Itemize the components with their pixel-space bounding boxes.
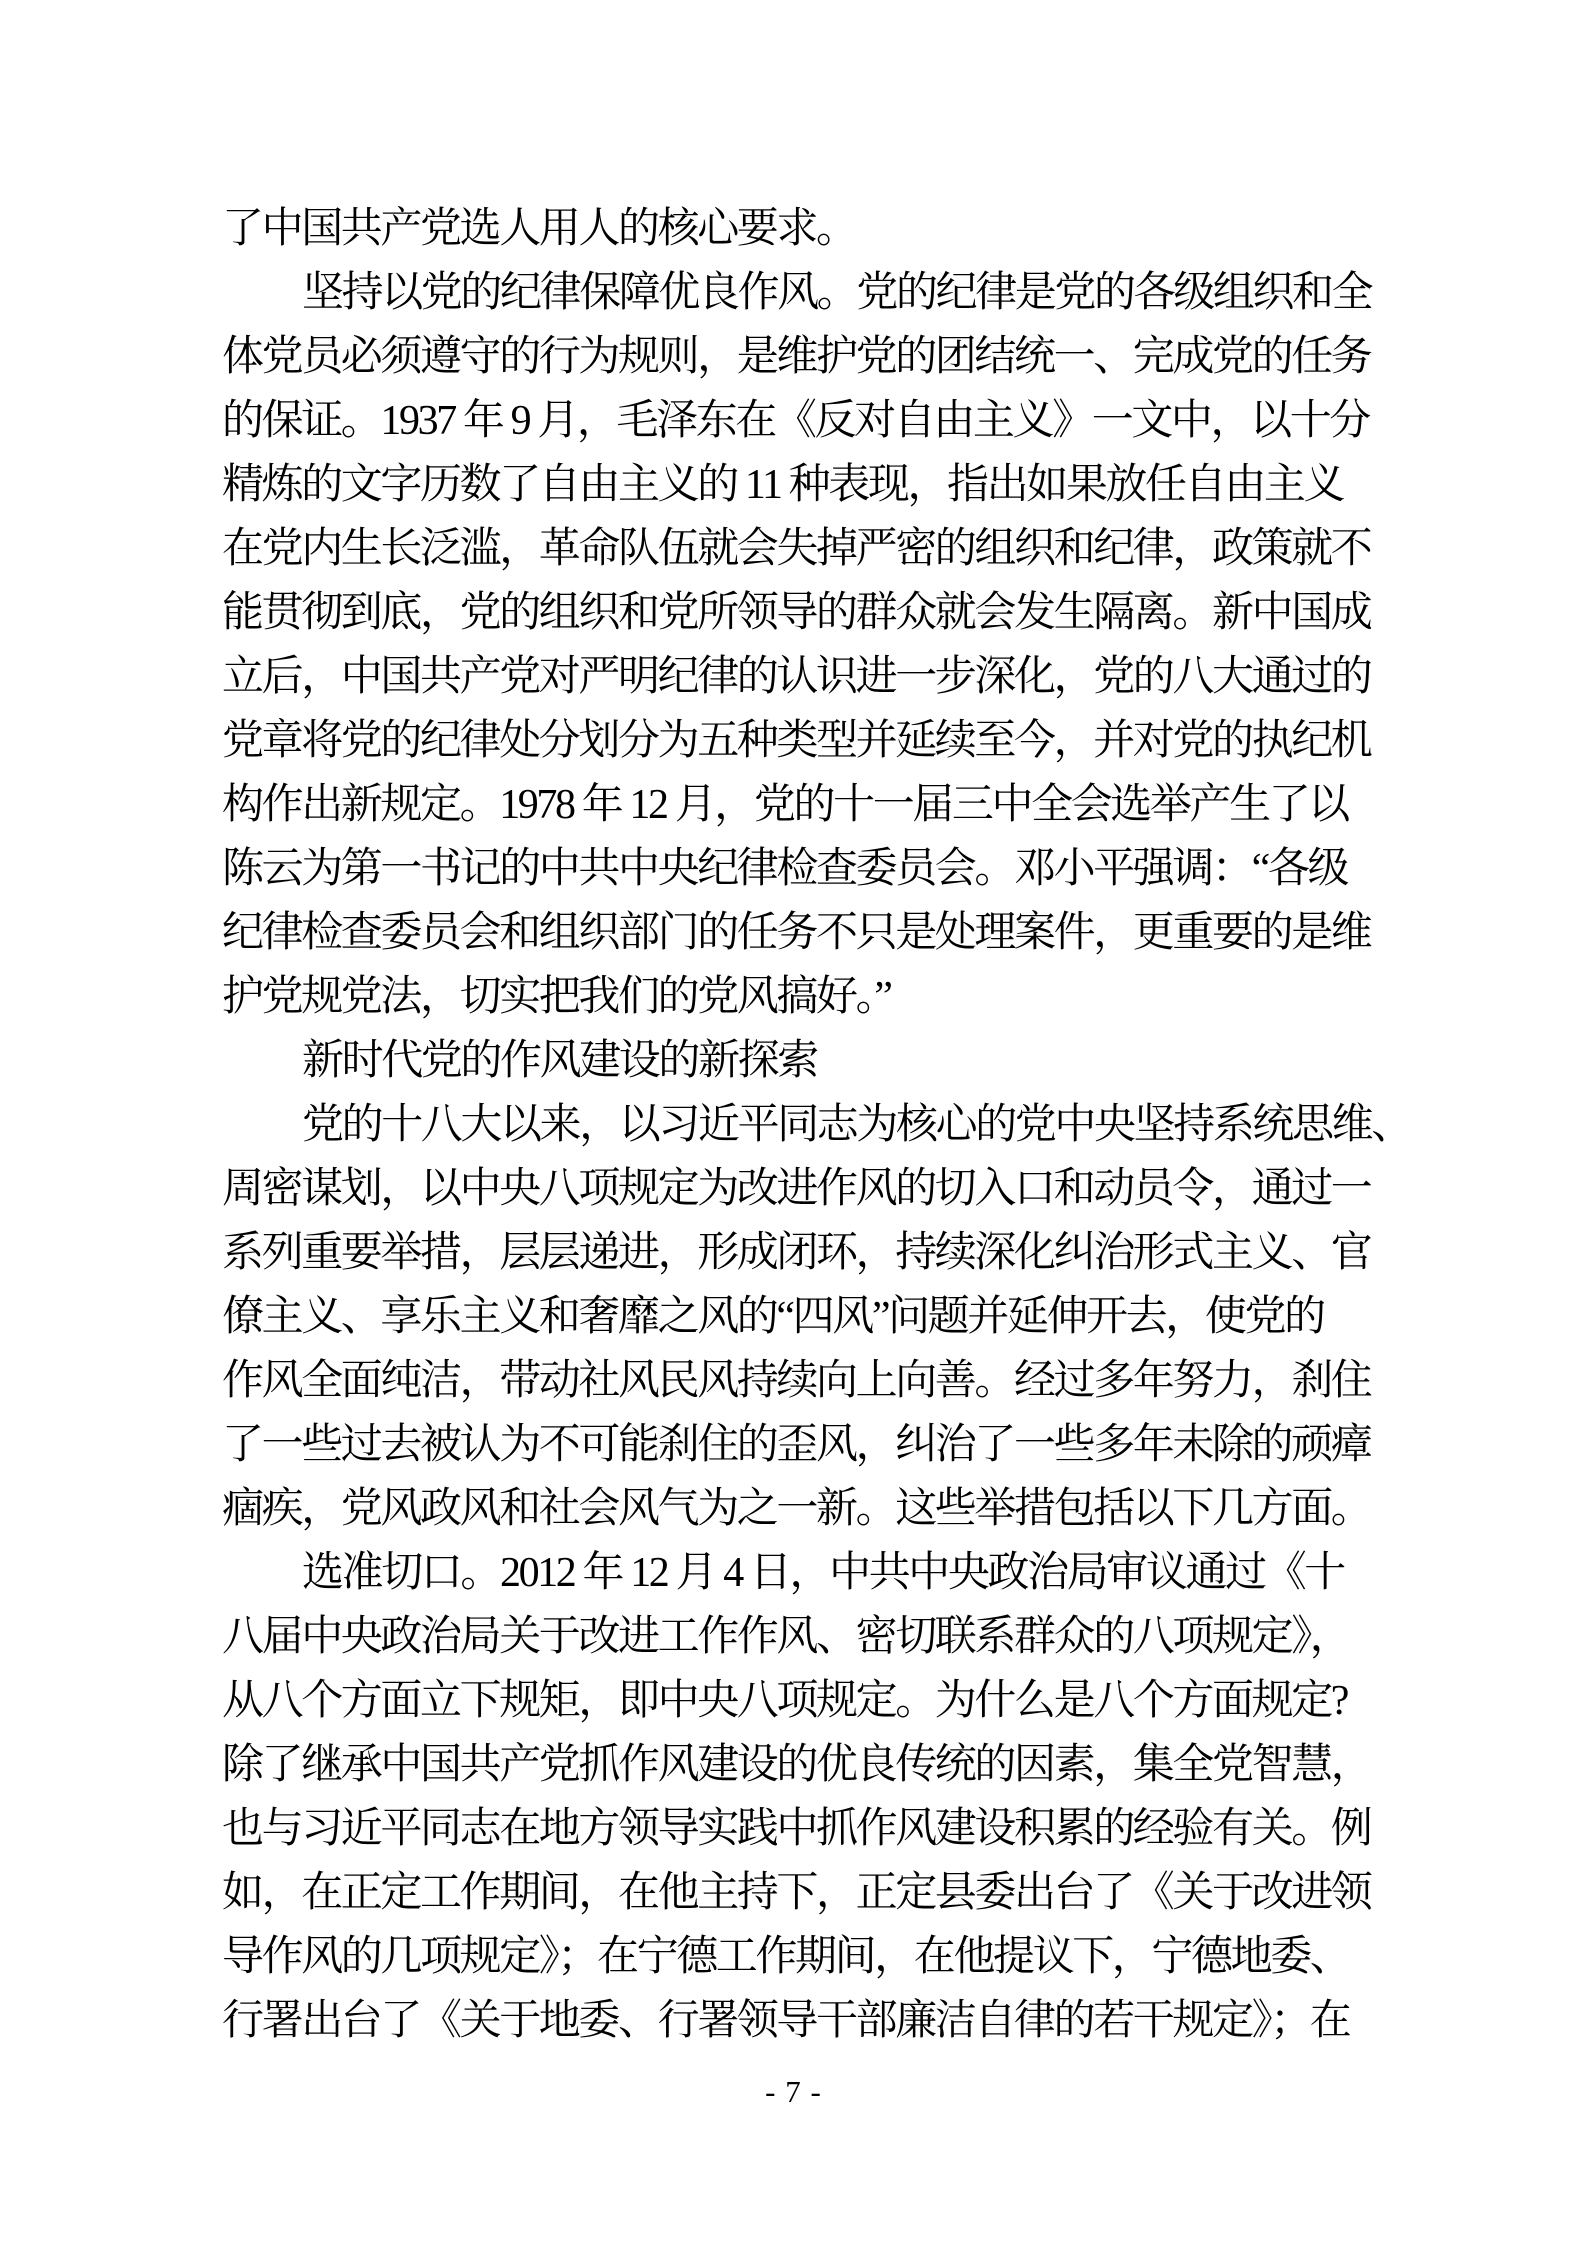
page-number: - 7 - bbox=[765, 2074, 822, 2109]
text-line: 从八个方面立下规矩，即中央八项规定。为什么是八个方面规定? bbox=[222, 1678, 1348, 1724]
text-line: 在党内生长泛滥，革命队伍就会失掉严密的组织和纪律，政策就不 bbox=[222, 526, 1371, 572]
text-line: 体党员必须遵守的行为规则，是维护党的团结统一、完成党的任务 bbox=[222, 334, 1371, 380]
text-line: 八届中央政治局关于改进工作作风、密切联系群众的八项规定》， bbox=[222, 1614, 1350, 1660]
text-line: 立后，中国共产党对严明纪律的认识进一步深化，党的八大通过的 bbox=[222, 654, 1371, 700]
text-line: 也与习近平同志在地方领导实践中抓作风建设积累的经验有关。例 bbox=[222, 1806, 1371, 1852]
text-line: 行署出台了《关于地委、行署领导干部廉洁自律的若干规定》；在 bbox=[222, 1998, 1350, 2044]
text-line: 痼疾，党风政风和社会风气为之一新。这些举措包括以下几方面。 bbox=[222, 1486, 1371, 1532]
text-line: 周密谋划，以中央八项规定为改进作风的切入口和动员令，通过一 bbox=[222, 1166, 1371, 1212]
text-line: 护党规党法，切实把我们的党风搞好。” bbox=[222, 974, 891, 1020]
text-line: 了一些过去被认为不可能刹住的歪风，纠治了一些多年未除的顽瘴 bbox=[222, 1422, 1371, 1468]
text-line: 除了继承中国共产党抓作风建设的优良传统的因素，集全党智慧， bbox=[222, 1742, 1371, 1788]
text-line: 纪律检查委员会和组织部门的任务不只是处理案件，更重要的是维 bbox=[222, 910, 1371, 956]
text-line: 党的十八大以来，以习近平同志为核心的党中央坚持系统思维、 bbox=[302, 1102, 1411, 1148]
text-line: 新时代党的作风建设的新探索 bbox=[302, 1038, 817, 1084]
text-line: 精炼的文字历数了自由主义的 11 种表现，指出如果放任自由主义 bbox=[222, 462, 1344, 508]
text-line: 坚持以党的纪律保障优良作风。党的纪律是党的各级组织和全 bbox=[302, 270, 1372, 316]
text-line: 导作风的几项规定》；在宁德工作期间，在他提议下，宁德地委、 bbox=[222, 1934, 1350, 1980]
text-line: 能贯彻到底，党的组织和党所领导的群众就会发生隔离。新中国成 bbox=[222, 590, 1371, 636]
text-line: 的保证。1937 年 9 月，毛泽东在《反对自由主义》一文中，以十分 bbox=[222, 398, 1369, 444]
text-line: 党章将党的纪律处分划分为五种类型并延续至今，并对党的执纪机 bbox=[222, 718, 1371, 764]
text-line: 陈云为第一书记的中共中央纪律检查委员会。邓小平强调：“各级 bbox=[222, 846, 1348, 892]
text-line: 构作出新规定。1978 年 12 月，党的十一届三中全会选举产生了以 bbox=[222, 782, 1348, 828]
text-line: 选准切口。2012 年 12 月 4 日，中共中央政治局审议通过《十 bbox=[302, 1550, 1344, 1596]
document-body bbox=[222, 197, 1437, 2053]
text-line: 僚主义、享乐主义和奢靡之风的“四风”问题并延伸开去，使党的 bbox=[222, 1294, 1324, 1340]
text-line: 作风全面纯洁，带动社风民风持续向上向善。经过多年努力，刹住 bbox=[222, 1358, 1371, 1404]
text-line: 了中国共产党选人用人的核心要求。 bbox=[222, 206, 856, 252]
text-line: 系列重要举措，层层递进，形成闭环，持续深化纠治形式主义、官 bbox=[222, 1230, 1371, 1276]
text-line: 如，在正定工作期间，在他主持下，正定县委出台了《关于改进领 bbox=[222, 1870, 1371, 1916]
